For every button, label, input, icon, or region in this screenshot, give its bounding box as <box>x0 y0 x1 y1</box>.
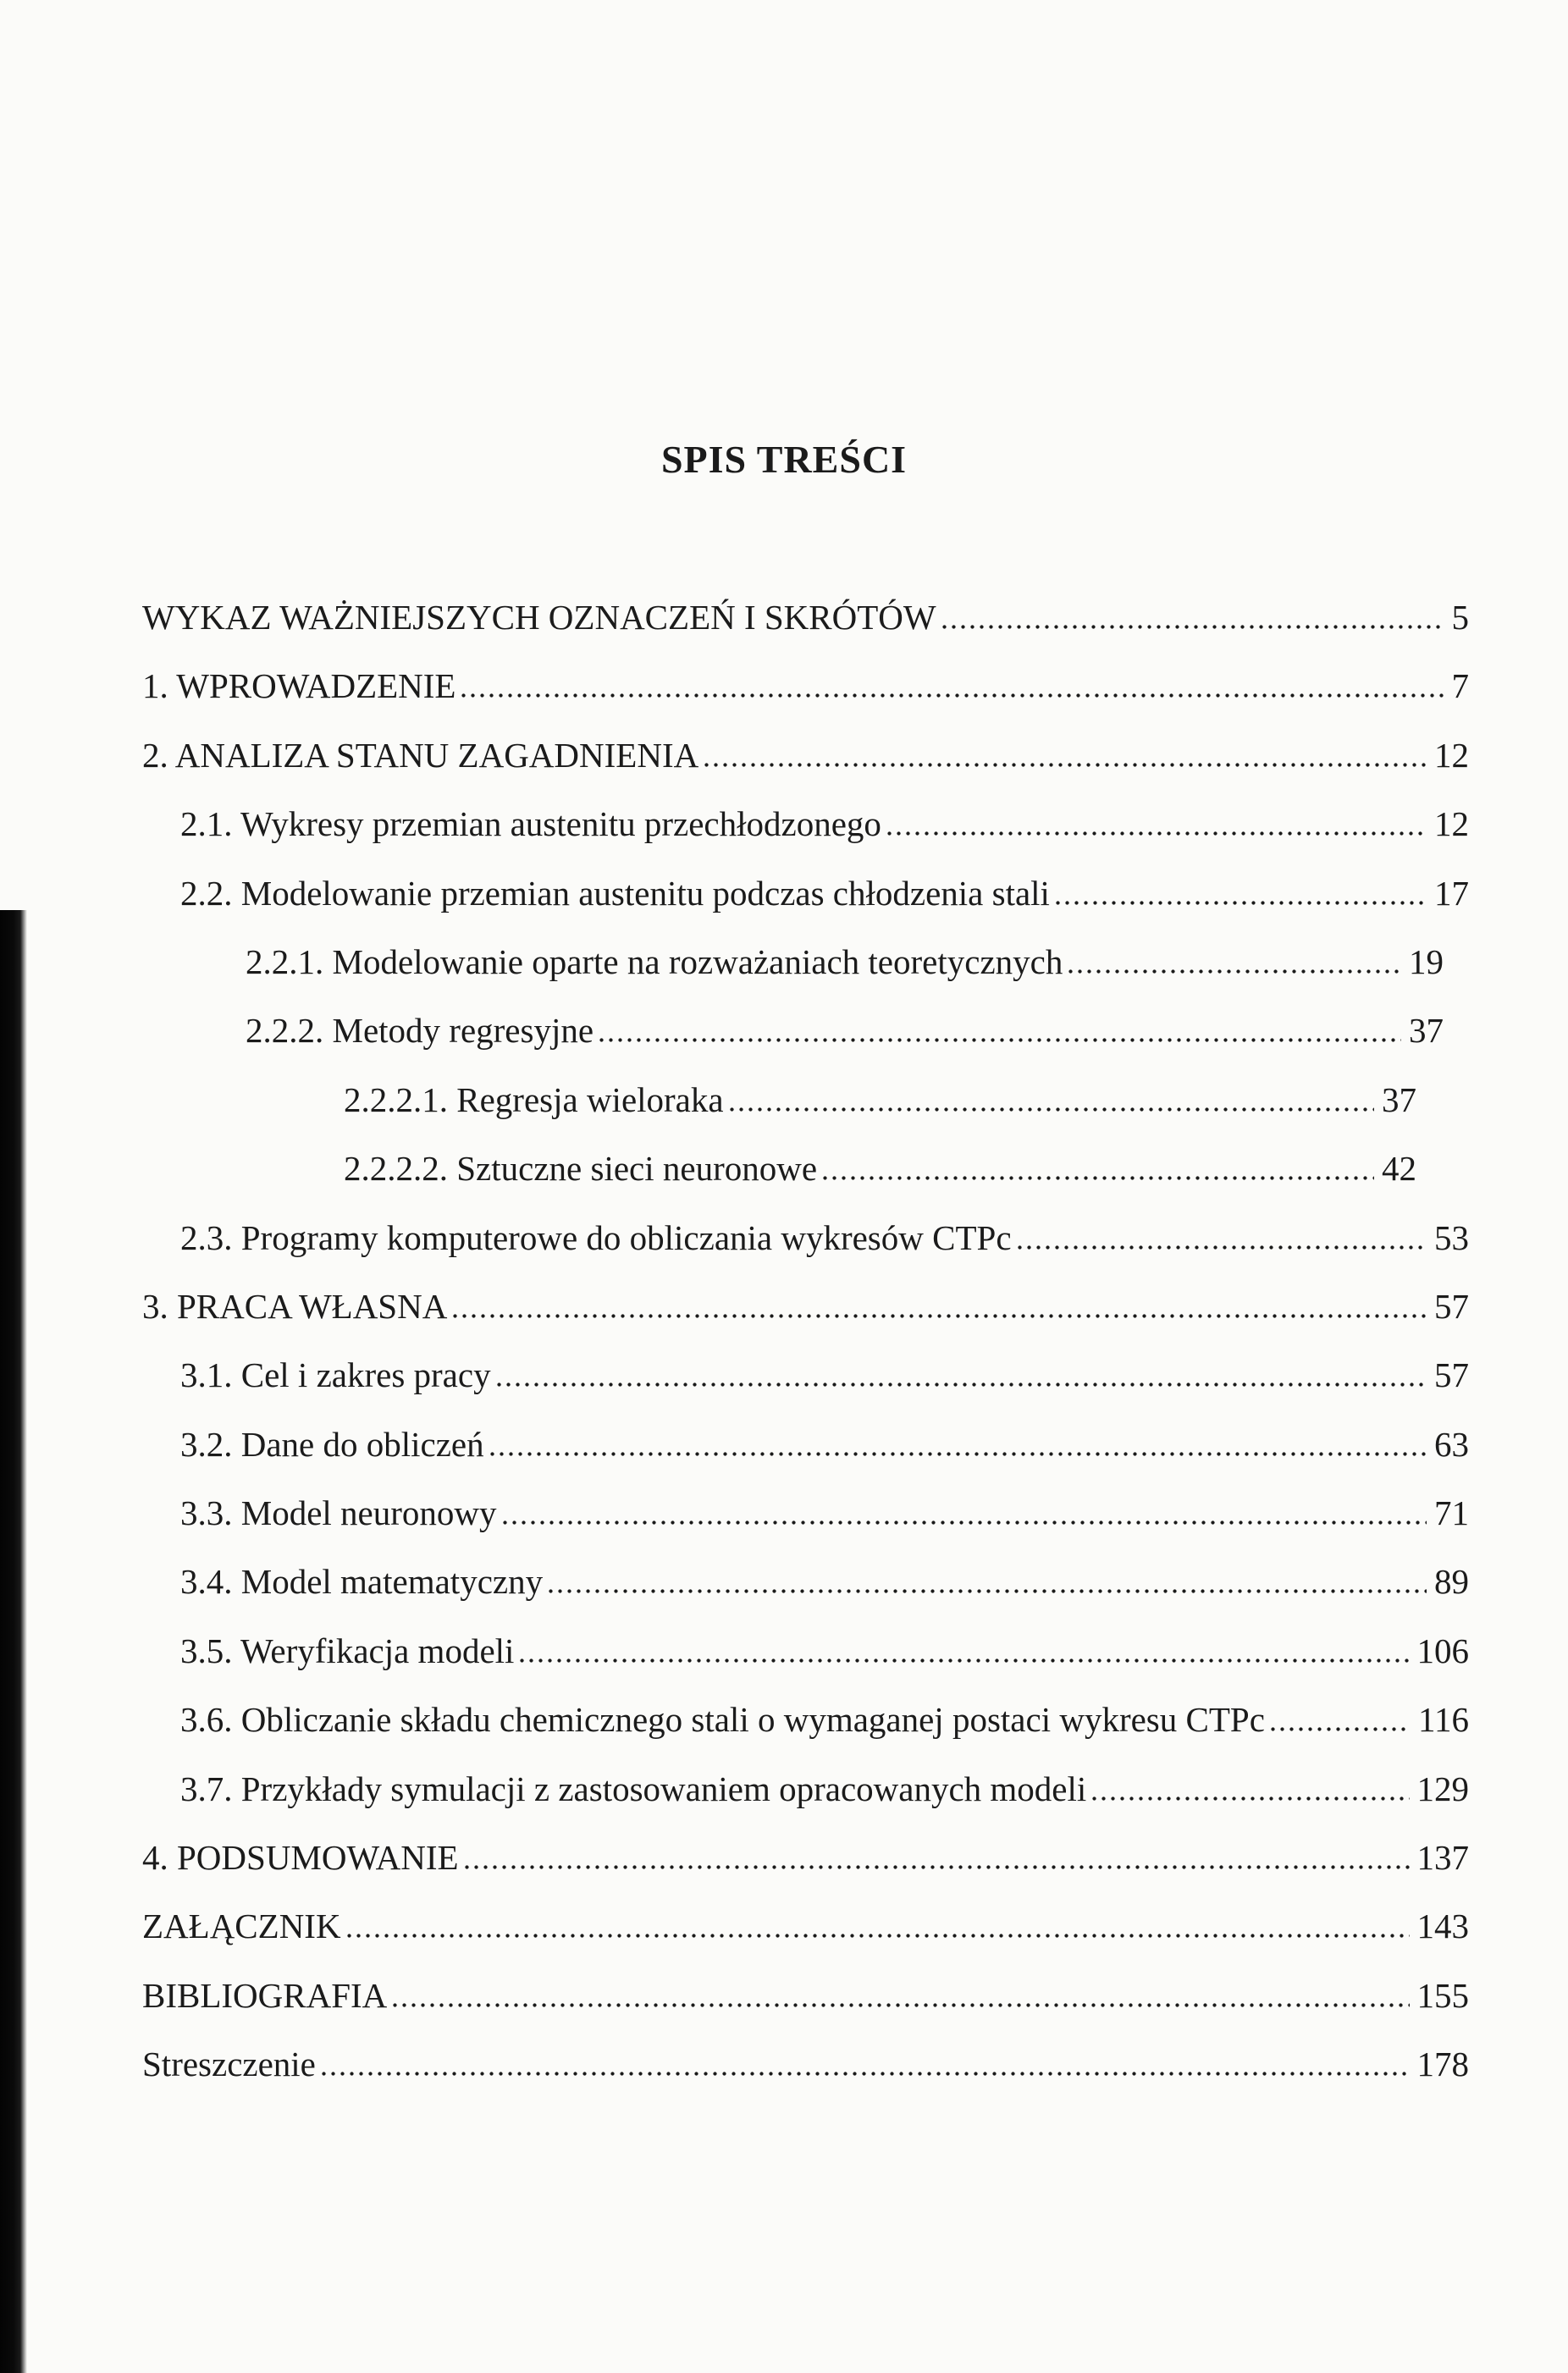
toc-leader-dots <box>1018 1245 1427 1250</box>
toc-entry <box>142 1479 1469 1548</box>
toc-list <box>142 583 1469 2100</box>
toc-entry-page: 42 <box>1382 1149 1416 1189</box>
toc-entry <box>142 721 1469 790</box>
toc-entry-label: 3.5. Weryfikacja modeli <box>180 1631 515 1670</box>
toc-leader-dots <box>942 625 1444 629</box>
toc-entry-label: ZAŁĄCZNIK <box>142 1907 341 1946</box>
toc-entry-label: 2.2.2.1. Regresja wieloraka <box>344 1079 724 1119</box>
toc-entry-page: 57 <box>1434 1286 1469 1326</box>
toc-entry-label: 2.1. Wykresy przemian austenitu przechłodzonego <box>180 804 881 844</box>
toc-entry-label: 2.3. Programy komputerowe do obliczania wykresów CTPc <box>180 1217 1012 1257</box>
toc-leader-dots <box>549 1589 1427 1593</box>
toc-entry-page: 63 <box>1434 1424 1469 1464</box>
toc-entry-page: 71 <box>1434 1493 1469 1533</box>
toc-entry-label: 3.7. Przykłady symulacji z zastosowaniem opracowanych modeli <box>180 1769 1087 1808</box>
toc-leader-dots <box>503 1520 1427 1525</box>
toc-entry-label: 1. WPROWADZENIE <box>142 666 456 706</box>
toc-entry-page: 106 <box>1416 1631 1469 1670</box>
toc-entry-page: 129 <box>1416 1769 1469 1808</box>
toc-entry <box>142 928 1469 996</box>
page-title: SPIS TREŚCI <box>660 438 908 481</box>
toc-entry-label: BIBLIOGRAFIA <box>142 1975 388 2015</box>
toc-entry <box>142 1892 1469 1961</box>
toc-leader-dots <box>347 1934 1410 1938</box>
toc-entry-label: 3.2. Dane do obliczeń <box>180 1424 484 1464</box>
toc-entry-label: 2.2.2.2. Sztuczne sieci neuronowe <box>344 1149 818 1189</box>
toc-entry-page: 17 <box>1434 873 1469 913</box>
toc-entry-page: 53 <box>1434 1217 1469 1257</box>
toc-leader-dots <box>1056 901 1427 905</box>
toc-entry-label: WYKAZ WAŻNIEJSZYCH OZNACZEŃ I SKRÓTÓW <box>142 598 936 637</box>
toc-leader-dots <box>1092 1796 1409 1801</box>
toc-entry-label: 2. ANALIZA STANU ZAGADNIENIA <box>142 735 699 775</box>
toc-entry <box>142 1686 1469 1754</box>
toc-leader-dots <box>704 763 1427 767</box>
toc-entry <box>142 1755 1469 1824</box>
toc-leader-dots <box>1068 969 1401 974</box>
toc-entry-page: 57 <box>1434 1355 1469 1395</box>
toc-entry <box>142 859 1469 928</box>
toc-leader-dots <box>465 1865 1410 1869</box>
toc-entry <box>142 583 1469 652</box>
toc-leader-dots <box>322 2072 1410 2076</box>
toc-entry-page: 12 <box>1434 735 1469 775</box>
toc-entry <box>142 1824 1469 1892</box>
toc-entry <box>142 1341 1469 1410</box>
toc-leader-dots <box>497 1382 1427 1387</box>
toc-entry <box>142 1410 1469 1479</box>
toc-entry-page: 178 <box>1416 2045 1469 2084</box>
toc-leader-dots <box>393 2003 1409 2007</box>
toc-entry <box>142 1617 1469 1686</box>
toc-entry <box>142 790 1469 858</box>
toc-entry-label: 2.2.2. Metody regresyjne <box>246 1011 594 1051</box>
toc-entry-page: 116 <box>1418 1700 1469 1740</box>
toc-entry <box>142 1548 1469 1616</box>
toc-entry-page: 89 <box>1434 1562 1469 1602</box>
toc-entry <box>142 652 1469 720</box>
toc-leader-dots <box>520 1658 1409 1663</box>
toc-leader-dots <box>887 831 1427 836</box>
toc-entry <box>142 1134 1469 1203</box>
toc-entry-label: Streszczenie <box>142 2045 316 2084</box>
toc-entry-page: 37 <box>1382 1079 1416 1119</box>
toc-leader-dots <box>490 1452 1427 1456</box>
toc-leader-dots <box>730 1107 1374 1112</box>
toc-entry <box>142 1962 1469 2030</box>
toc-entry-label: 3.1. Cel i zakres pracy <box>180 1355 491 1395</box>
toc-leader-dots <box>453 1314 1427 1318</box>
toc-entry-label: 3.4. Model matematyczny <box>180 1562 544 1602</box>
toc-entry <box>142 2030 1469 2099</box>
toc-entry <box>142 1066 1469 1134</box>
toc-entry-page: 143 <box>1416 1907 1469 1946</box>
toc-leader-dots <box>461 693 1444 698</box>
toc-entry-page: 19 <box>1409 941 1444 981</box>
toc-entry-label: 3.3. Model neuronowy <box>180 1493 497 1533</box>
toc-entry-page: 155 <box>1416 1975 1469 2015</box>
scan-binding-strip <box>0 910 27 2373</box>
toc-entry-page: 37 <box>1409 1011 1444 1051</box>
toc-entry <box>142 1272 1469 1341</box>
toc-leader-dots <box>599 1038 1401 1042</box>
toc-leader-dots <box>1271 1727 1411 1731</box>
toc-entry <box>142 1204 1469 1272</box>
toc-entry-label: 2.2.1. Modelowanie oparte na rozważaniach teoretycznych <box>246 941 1063 981</box>
toc-entry <box>142 996 1469 1065</box>
toc-entry-label: 4. PODSUMOWANIE <box>142 1838 459 1878</box>
toc-entry-page: 12 <box>1434 804 1469 844</box>
toc-entry-label: 3. PRACA WŁASNA <box>142 1286 448 1326</box>
toc-leader-dots <box>823 1176 1374 1180</box>
toc-entry-page: 5 <box>1451 598 1469 637</box>
toc-entry-page: 137 <box>1416 1838 1469 1878</box>
toc-entry-page: 7 <box>1451 666 1469 706</box>
toc-entry-label: 2.2. Modelowanie przemian austenitu podczas chłodzenia stali <box>180 873 1050 913</box>
toc-entry-label: 3.6. Obliczanie składu chemicznego stali o wymaganej postaci wykresu CTPc <box>180 1700 1265 1740</box>
